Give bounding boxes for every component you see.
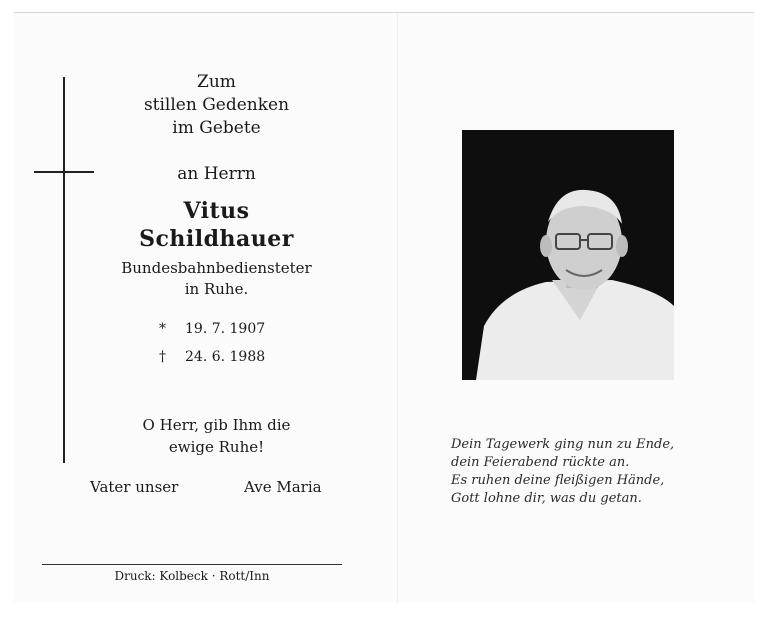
poem-line: dein Feierabend rückte an. — [451, 455, 630, 470]
first-name: Vitus — [183, 198, 250, 224]
occupation-line: Bundesbahnbediensteter — [121, 259, 312, 277]
birth-star-icon: * — [159, 321, 166, 337]
poem-line: Es ruhen deine fleißigen Hände, — [451, 473, 665, 488]
occupation-line: in Ruhe. — [184, 280, 249, 298]
deceased-name — [84, 197, 349, 253]
card-fold — [397, 13, 398, 603]
last-name: Schildhauer — [139, 226, 294, 252]
memorial-card — [14, 12, 754, 603]
printer-credit: Druck: Kolbeck · Rott/Inn — [114, 569, 270, 583]
greeting-line: Zum — [197, 72, 236, 92]
occupation — [84, 258, 349, 300]
portrait-image — [462, 130, 674, 380]
prayer-vater-unser: Vater unser — [90, 478, 179, 496]
poem-line: Dein Tagewerk ging nun zu Ende, — [451, 437, 675, 452]
prayer-line: O Herr, gib Ihm die — [142, 416, 291, 434]
poem-line: Gott lohne dir, was du getan. — [451, 491, 642, 506]
birth-row — [159, 315, 265, 343]
death-date: 24. 6. 1988 — [185, 349, 266, 365]
cross-icon-vertical — [63, 77, 65, 463]
greeting — [84, 71, 349, 140]
death-cross-icon: † — [159, 349, 166, 365]
greeting-line: im Gebete — [172, 118, 261, 138]
poem — [451, 436, 711, 508]
life-dates — [159, 315, 265, 371]
birth-date: 19. 7. 1907 — [185, 321, 266, 337]
prayer — [84, 414, 349, 458]
prayer-line: ewige Ruhe! — [168, 438, 265, 456]
death-row — [159, 343, 265, 371]
address: an Herrn — [177, 164, 256, 184]
portrait-photo — [462, 130, 674, 380]
greeting-line: stillen Gedenken — [143, 95, 290, 115]
prayer-ave-maria: Ave Maria — [244, 478, 322, 496]
divider — [42, 564, 342, 565]
